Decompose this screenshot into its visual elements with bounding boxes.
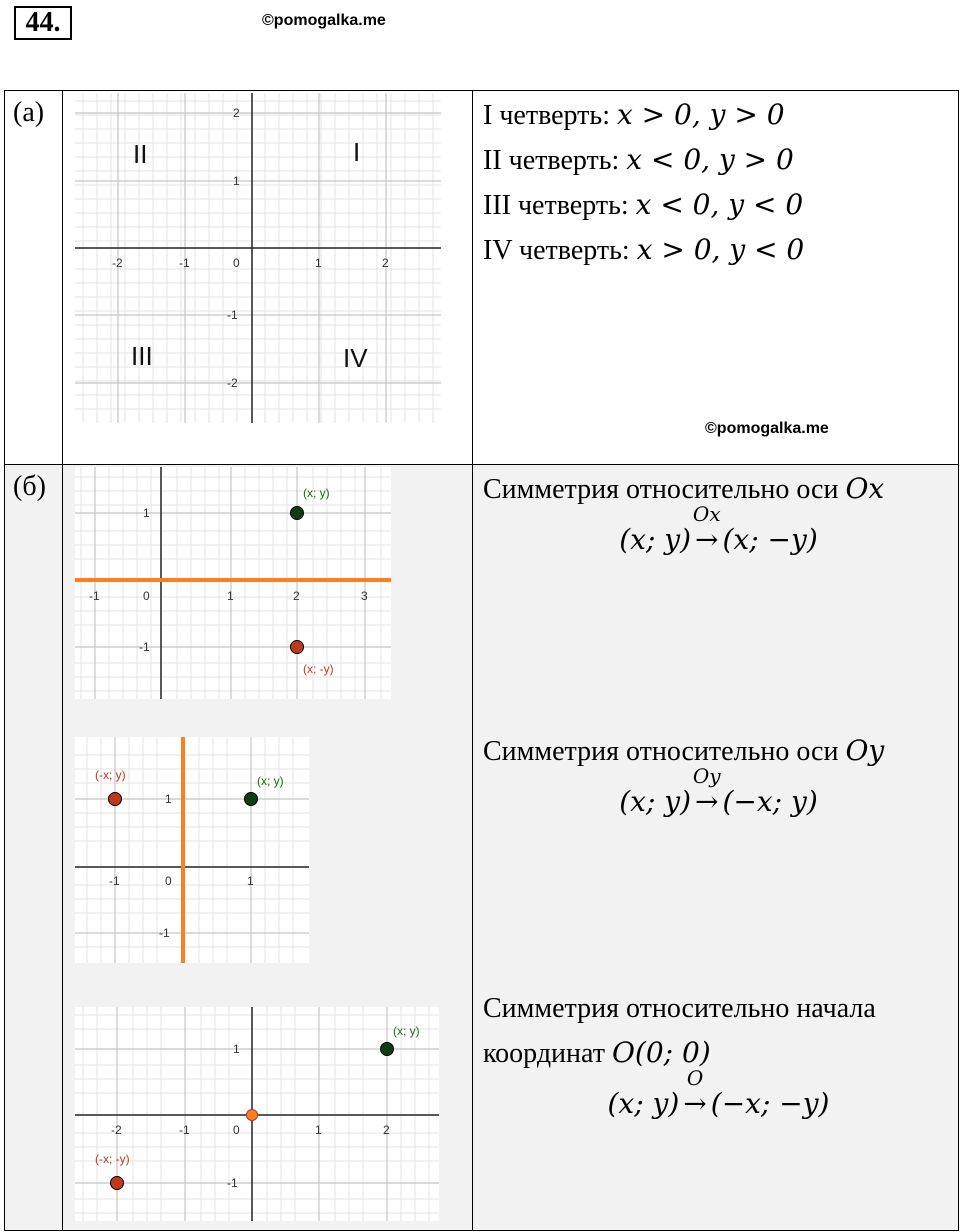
- quadrant-label: II: [133, 139, 148, 169]
- text-cell-b: [473, 465, 959, 1231]
- oy-symmetry-graph: [75, 737, 309, 963]
- svg-text:0: 0: [143, 589, 150, 603]
- svg-text:2: 2: [293, 589, 300, 603]
- watermark-cell: ©pomogalka.me: [705, 420, 829, 437]
- svg-text:-1: -1: [159, 926, 170, 940]
- quadrants-graph: [75, 93, 441, 423]
- svg-text:-1: -1: [139, 640, 150, 654]
- svg-text:1: 1: [233, 174, 240, 188]
- text-cell-a: [473, 91, 959, 465]
- row-a: [5, 91, 959, 465]
- image-label: (x; -y): [303, 662, 334, 676]
- svg-text:1: 1: [247, 874, 254, 888]
- svg-text:2: 2: [233, 106, 240, 120]
- label-b: (б): [5, 465, 63, 1231]
- svg-text:1: 1: [165, 792, 172, 806]
- svg-text:-2: -2: [227, 376, 238, 390]
- svg-text:1: 1: [143, 506, 150, 520]
- svg-text:1: 1: [315, 256, 322, 270]
- point-label: (x; y): [303, 486, 330, 500]
- svg-text:-1: -1: [227, 1176, 238, 1190]
- svg-text:2: 2: [382, 256, 389, 270]
- svg-text:-1: -1: [179, 256, 190, 270]
- svg-text:3: 3: [361, 589, 368, 603]
- ox-block: Симметрия относительно оси Ox (x; y) Ox → (x; −y): [483, 472, 885, 556]
- ox-symmetry-graph: [75, 467, 391, 699]
- solution-table: [4, 90, 959, 1231]
- row-b: [5, 465, 959, 1231]
- svg-text:-2: -2: [112, 256, 123, 270]
- quadrant-line: IV четверть: x > 0, y < 0: [483, 233, 805, 266]
- watermark-top: ©pomogalka.me: [262, 12, 386, 29]
- svg-text:0: 0: [233, 1123, 240, 1137]
- quadrant-line: I четверть: x > 0, y > 0: [483, 98, 785, 131]
- svg-text:-1: -1: [179, 1123, 190, 1137]
- svg-text:1: 1: [315, 1123, 322, 1137]
- quadrant-line: III четверть: x < 0, y < 0: [483, 188, 804, 221]
- graph-cell-b: [63, 465, 473, 1231]
- problem-number: 44.: [14, 6, 72, 40]
- svg-text:-1: -1: [227, 308, 238, 322]
- origin-symmetry-graph: [75, 1007, 439, 1221]
- oy-block: Симметрия относительно оси Oy (x; y) Oy → (−x; y): [483, 734, 885, 818]
- label-a: (а): [5, 91, 63, 465]
- origin-block: Симметрия относительно начала координат O(0; 0) (x; y) O → (−x; −y): [483, 993, 876, 1120]
- image-label: (-x; -y): [95, 1152, 130, 1166]
- point-label: (x; y): [257, 774, 284, 788]
- quadrant-line: II четверть: x < 0, y > 0: [483, 143, 794, 176]
- quadrant-label: III: [131, 341, 153, 371]
- svg-text:1: 1: [233, 1042, 240, 1056]
- point-label: (x; y): [393, 1024, 420, 1038]
- graph-cell-a: [63, 91, 473, 465]
- image-label: (-x; y): [95, 768, 126, 782]
- svg-text:2: 2: [383, 1123, 390, 1137]
- svg-text:-2: -2: [111, 1123, 122, 1137]
- quadrant-label: IV: [343, 343, 368, 373]
- svg-text:-1: -1: [89, 589, 100, 603]
- svg-text:1: 1: [227, 589, 234, 603]
- svg-text:-1: -1: [109, 874, 120, 888]
- svg-text:0: 0: [165, 874, 172, 888]
- svg-text:0: 0: [233, 256, 240, 270]
- quadrant-label: I: [353, 137, 361, 167]
